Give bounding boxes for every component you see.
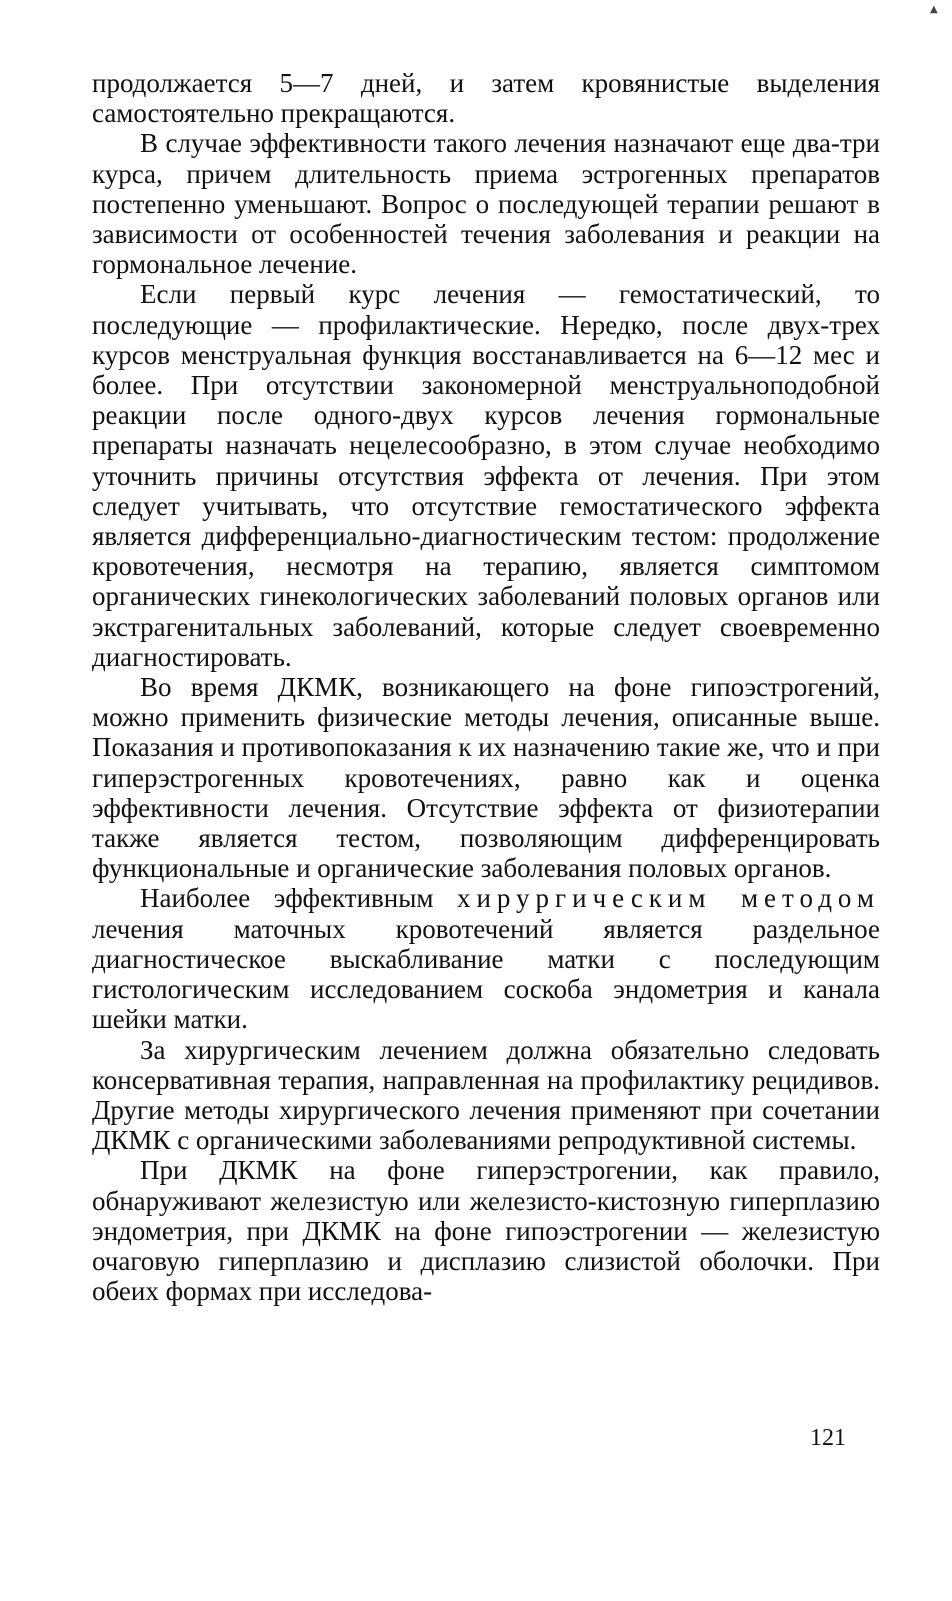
body-text [92,68,880,1306]
surgical-emphasis: хирургическим методом [456,883,881,914]
surgical-text-after: лечения маточных кровотечений является раздельное диагностическое выскабливание матки с последующим гистологическим исследованием соскоба эндометрия и канала шейки матки. [92,913,880,1035]
surgical-text-before: Наиболее эффективным [140,883,434,914]
paragraph-conservative-therapy: За хирургическим лечением должна обязательно следовать консервативная терапия, направленная на профилактику рецидивов. Другие методы хирургического лечения применяют при сочетании ДКМК с органическими заболеваниями репродуктивной системы. [92,1034,880,1156]
paragraph-continuation: продолжается 5—7 дней, и затем кровянистые выделения самостоятельно прекращаются. [92,68,880,129]
page-number: 121 [810,1425,846,1451]
scan-speck-mark: ▲ [930,4,938,15]
paragraph-physical-methods: Во время ДКМК, возникающего на фоне гипоэстрогений, можно применить физические методы лечения, описанные выше. Показания и противопоказания к их назначению такие же, что и при гиперэстрогенных кровотечениях, равно как и оценка эффективности лечения. Отсутствие эффекта от физиотерапии также является тестом, позволяющим дифференцировать функциональные и органические заболевания половых органов. [92,672,880,884]
paragraph-prophylactic-courses: Если первый курс лечения — гемостатический, то последующие — профилактические. Нередко, после двух-трех курсов менструальная функция восстанавливается на 6—12 мес и более. При отсутствии закономерной менструальноподобной реакции после одного-двух курсов лечения гормональные препараты назначать нецелесообразно, в этом случае необходимо уточнить причины отсутствия эффекта от лечения. При этом следует учитывать, что отсутствие гемостатического эффекта является дифференциально-диагностическим тестом: продолжение кровотечения, несмотря на терапию, является симптомом органических гинекологических заболеваний половых органов или экстрагенитальных заболеваний, которые следует своевременно диагностировать. [92,279,880,672]
paragraph-treatment-courses: В случае эффективности такого лечения назначают еще два-три курса, причем длительность приема эстрогенных препаратов постепенно уменьшают. Вопрос о последующей терапии решают в зависимости от особенностей течения заболевания и реакции на гормональное лечение. [92,128,880,280]
paragraph-surgical-method [92,883,880,1034]
paragraph-histology: При ДКМК на фоне гиперэстрогении, как правило, обнаруживают железистую или железисто-кистозную гиперплазию эндометрия, при ДКМК на фоне гипоэстрогении — железистую очаговую гиперплазию и дисплазию слизистой оболочки. При обеих формах при исследова- [92,1155,880,1307]
